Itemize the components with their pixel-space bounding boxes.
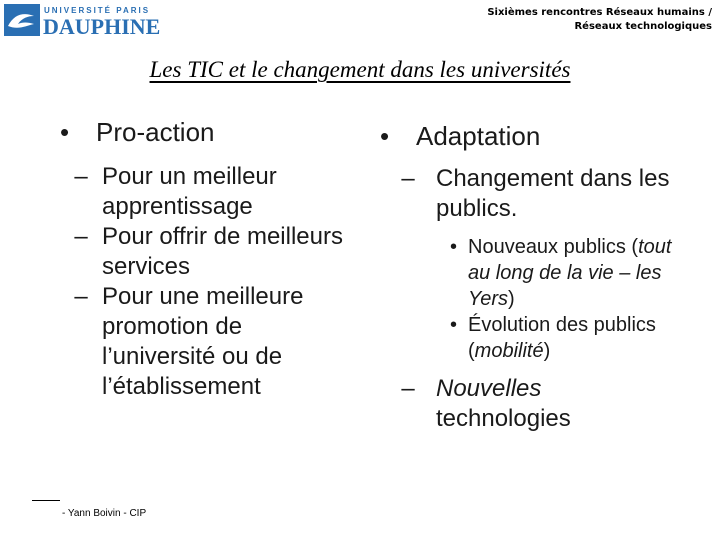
item2-part-b: technologies [436, 405, 571, 432]
logo-mark [4, 4, 40, 36]
right-item-text: Changement dans les publics. [436, 165, 670, 222]
slide-title: Les TIC et le changement dans les universités [149, 57, 571, 82]
dash-icon: – [401, 375, 415, 402]
right-column [380, 120, 700, 434]
right-subitem [380, 234, 700, 312]
right-heading-text: Adaptation [416, 121, 541, 151]
dauphine-logo [4, 4, 162, 38]
sub2-part-b: mobilité [474, 340, 544, 362]
left-heading-text: Pro-action [96, 117, 215, 147]
bullet-icon: • [380, 121, 390, 151]
right-item [380, 164, 700, 224]
sub1-part-a: Nouveaux publics ( [468, 236, 639, 258]
right-item [380, 374, 700, 434]
bullet-icon: • [450, 236, 458, 258]
footer-text: - Yann Boivin - CIP [62, 508, 147, 519]
sub1-part-c: ) [508, 288, 515, 310]
item2-part-a: Nouvelles [436, 375, 542, 402]
bullet-icon: • [450, 314, 458, 336]
left-item-text: Pour un meilleur apprentissage [102, 163, 277, 220]
dash-icon: – [401, 165, 415, 192]
left-column [60, 116, 360, 402]
sub2-part-a: Évolution des publics ( [468, 314, 656, 362]
right-item-text [436, 374, 616, 434]
sub2-part-c: ) [543, 340, 551, 362]
right-subitem-text [468, 312, 668, 364]
dash-icon: – [74, 223, 88, 250]
header-note [487, 6, 712, 34]
sub1-part-b: tout au long de la vie – les Yers [468, 236, 672, 310]
right-subitem-text [468, 234, 678, 312]
left-heading [60, 116, 360, 148]
right-subitem [380, 312, 700, 364]
header-note-line1: Sixièmes rencontres Réseaux humains / [487, 7, 712, 18]
header-note-line2: Réseaux technologiques [574, 21, 712, 32]
left-item [60, 282, 360, 402]
left-item-text: Pour offrir de meilleurs services [102, 223, 343, 280]
logo-top-text: UNIVERSITÉ PARIS [44, 6, 151, 15]
footer-rule [32, 500, 60, 501]
logo-main-text: DAUPHINE [43, 14, 161, 39]
left-item [60, 162, 360, 222]
left-item-text: Pour une meilleure promotion de l’université ou de l’établissement [102, 283, 304, 400]
left-item [60, 222, 360, 282]
bullet-icon: • [60, 117, 70, 147]
right-heading [380, 120, 700, 152]
dash-icon: – [74, 163, 88, 190]
dash-icon: – [74, 283, 88, 310]
